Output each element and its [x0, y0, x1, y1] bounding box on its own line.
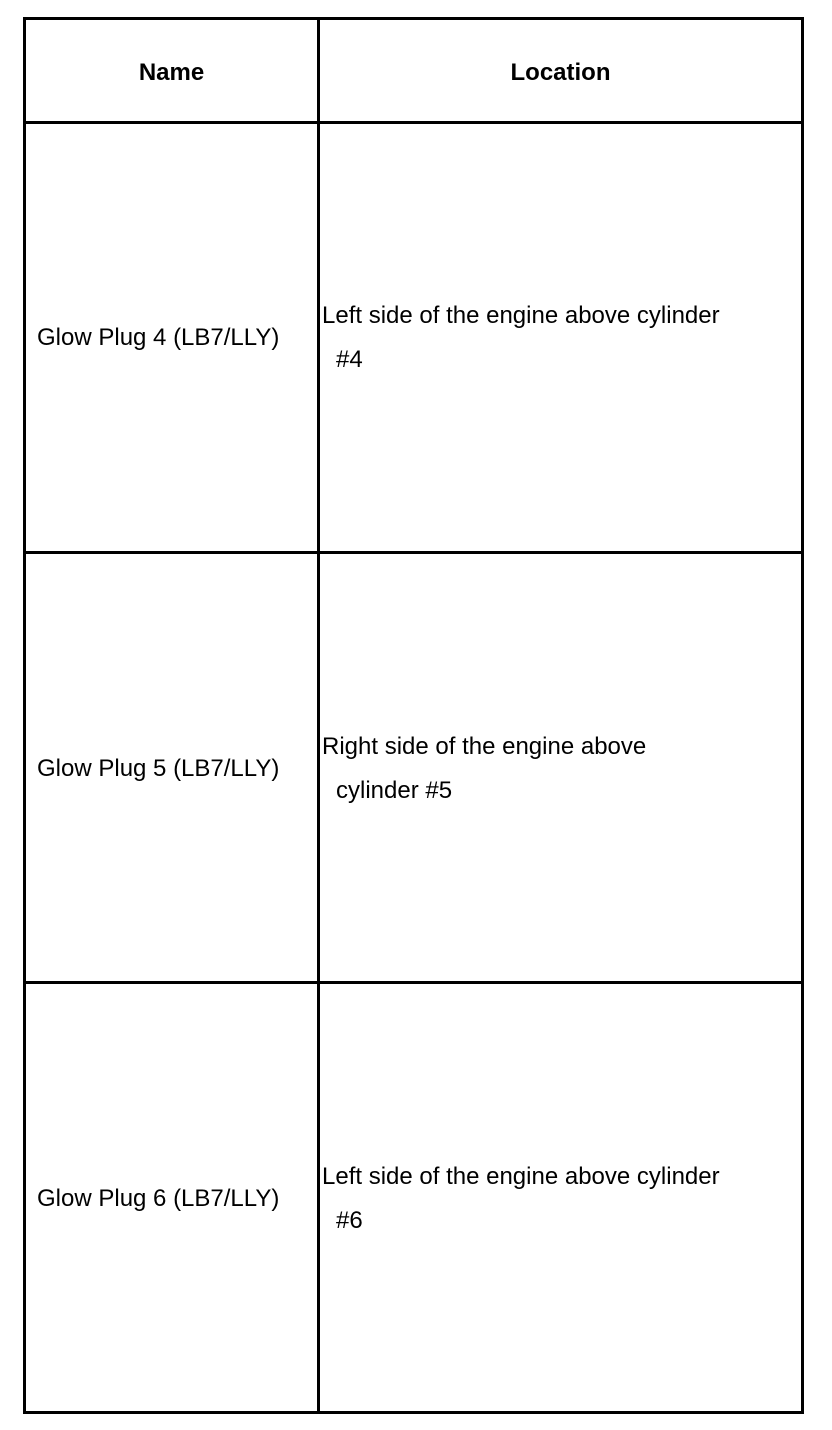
header-divider — [23, 121, 804, 124]
row-3-name: Glow Plug 6 (LB7/LLY) — [37, 1185, 280, 1212]
table-border-top — [23, 17, 804, 20]
table-border-bottom — [23, 1411, 804, 1414]
row-2-location-line-2: cylinder #5 — [336, 777, 453, 804]
row-3-location-line-2: #6 — [336, 1207, 363, 1234]
header-name: Name — [138, 59, 205, 86]
row-1-location-line-1: Left side of the engine above cylinder — [322, 302, 720, 329]
row-1-name: Glow Plug 4 (LB7/LLY) — [37, 324, 280, 351]
row-1-location-line-2: #4 — [336, 346, 363, 373]
row-2-location — [322, 725, 792, 813]
row-3-location-line-1: Left side of the engine above cylinder — [322, 1163, 720, 1190]
row-3-location — [322, 1155, 792, 1243]
table-border-left — [23, 17, 26, 1414]
row-1-location — [322, 294, 792, 382]
row-2-location-line-1: Right side of the engine above — [322, 733, 647, 760]
row-divider-2 — [23, 981, 804, 984]
column-divider — [317, 17, 320, 1414]
table-border-right — [801, 17, 804, 1414]
header-location: Location — [510, 59, 611, 86]
row-divider-1 — [23, 551, 804, 554]
row-2-name: Glow Plug 5 (LB7/LLY) — [37, 755, 280, 782]
